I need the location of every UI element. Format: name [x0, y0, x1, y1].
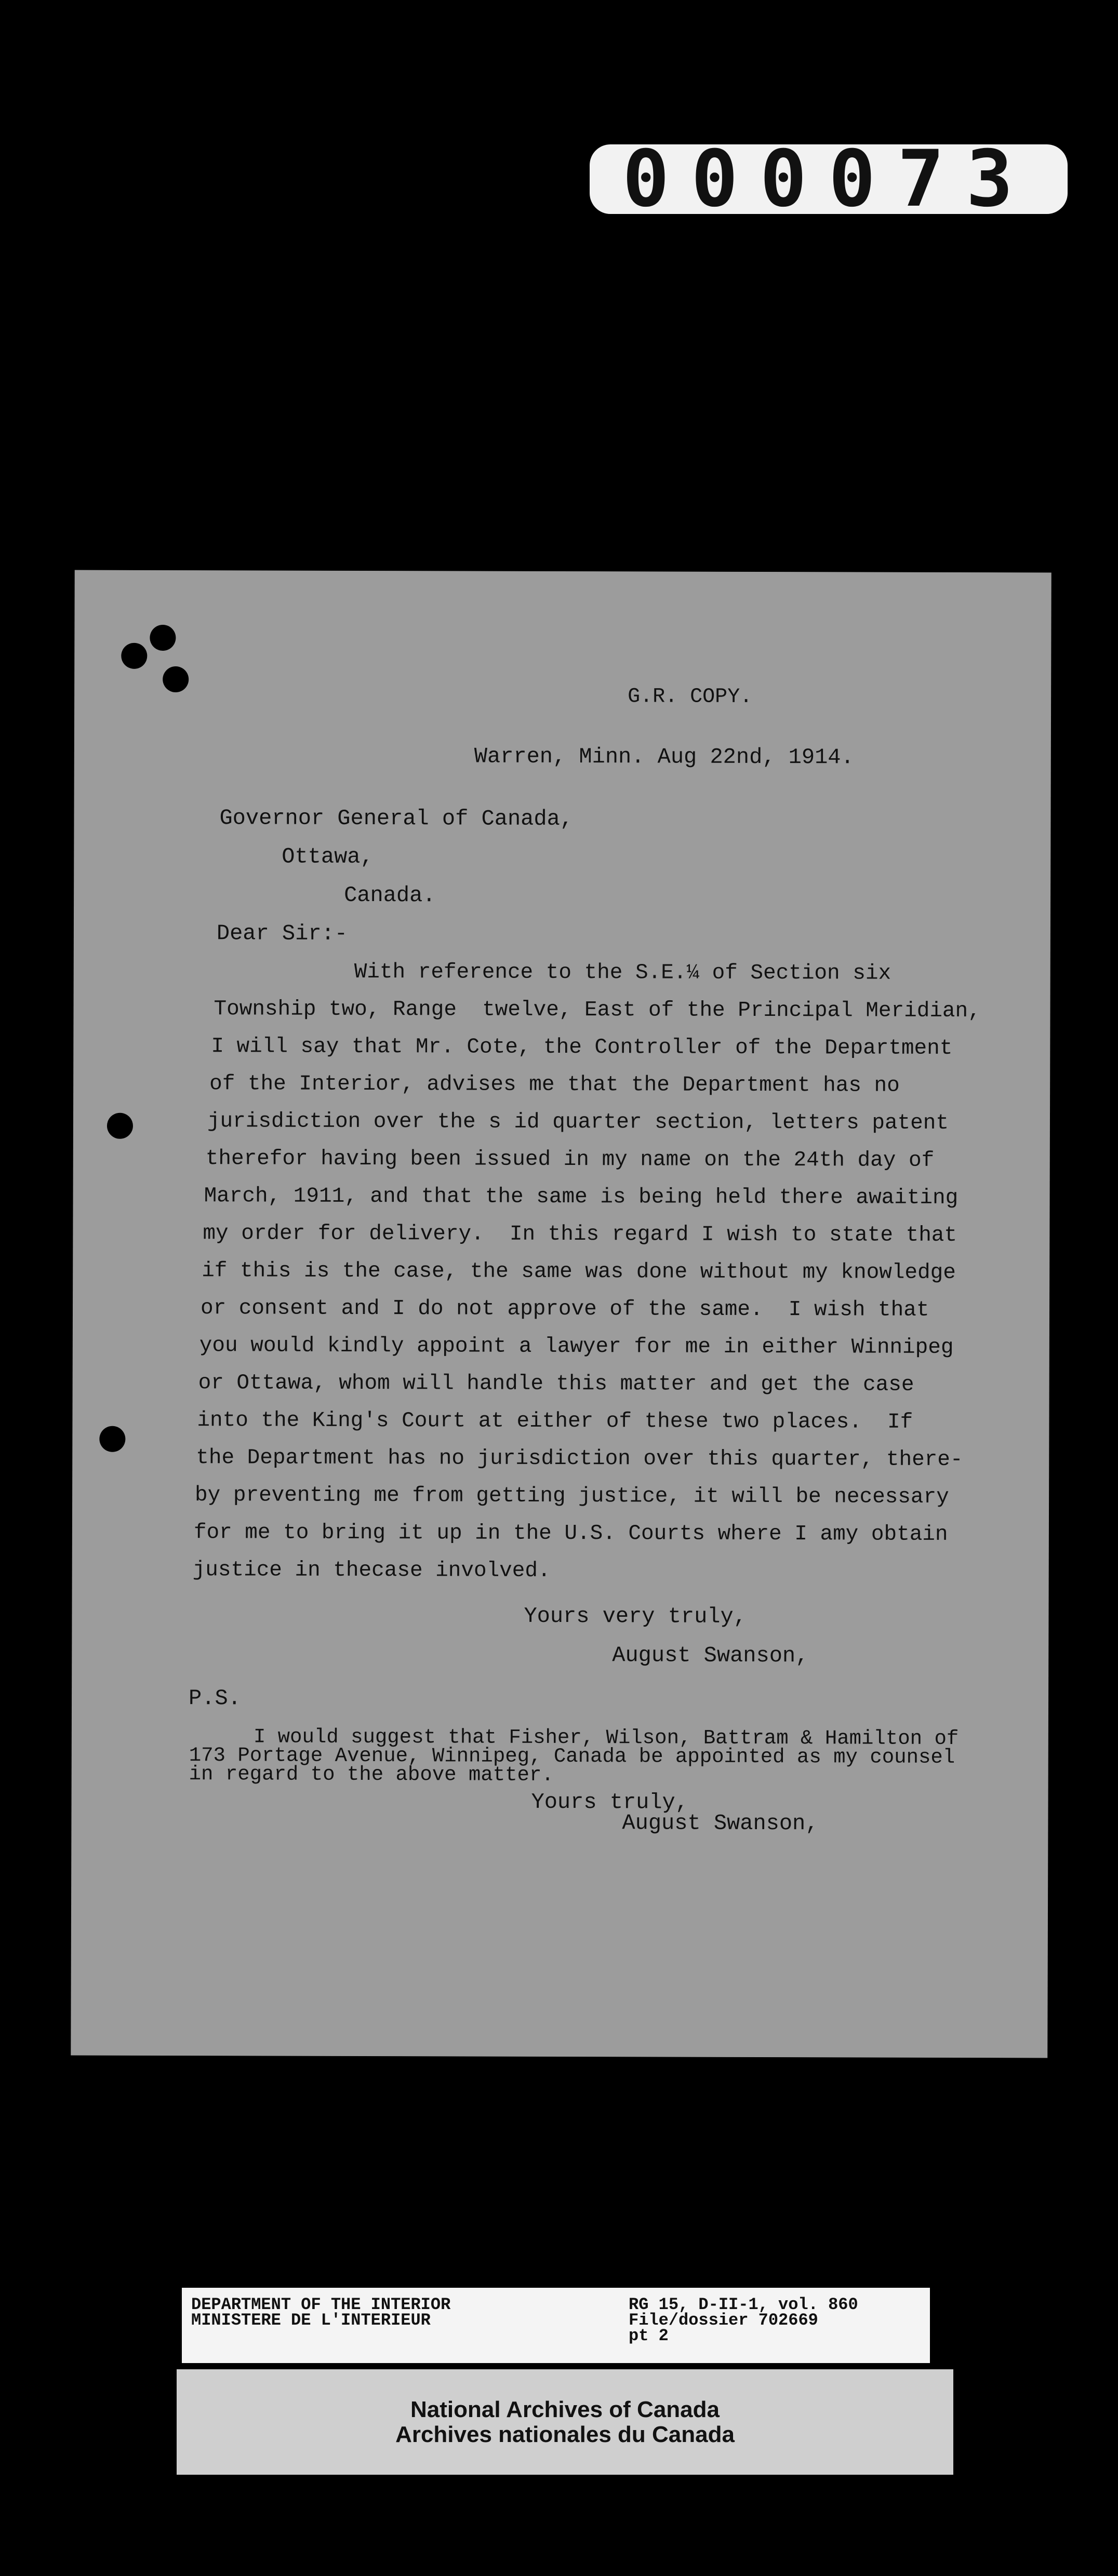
body-line: by preventing me from getting justice, it will be necessary: [195, 1483, 949, 1509]
closing: Yours very truly,: [524, 1603, 747, 1629]
body-line: you would kindly appoint a lawyer for me in either Winnipeg: [199, 1334, 954, 1360]
address-line: Governor General of Canada,: [219, 806, 574, 832]
body-line: jurisdiction over the s id quarter section, letters patent: [207, 1109, 949, 1135]
body-line: justice in thecase involved.: [192, 1558, 551, 1583]
frame-number-label: 000073: [590, 144, 1068, 214]
department-fr: MINISTERE DE L'INTERIEUR: [191, 2311, 431, 2330]
punch-hole: [163, 666, 189, 692]
ref-line-2: File/dossier 702669: [629, 2311, 818, 2330]
ref-line-3: pt 2: [629, 2326, 669, 2345]
archive-name-fr: Archives nationales du Canada: [395, 2421, 735, 2447]
body-line: I will say that Mr. Cote, the Controller of the Department: [211, 1035, 953, 1061]
body-line: or consent and I do not approve of the same. I wish that: [200, 1296, 929, 1322]
body-line: With reference to the S.E.¼ of Section six: [354, 960, 891, 986]
letter-sheet: [71, 570, 1051, 2058]
punch-hole: [150, 625, 176, 651]
body-line: the Department has no jurisdiction over this quarter, there-: [196, 1446, 963, 1472]
salutation: Dear Sir:-: [216, 921, 348, 946]
copy-label: G.R. COPY.: [628, 685, 753, 709]
archive-name-en: National Archives of Canada: [410, 2396, 720, 2422]
file-reference: [629, 2297, 858, 2344]
body-line: or Ottawa, whom will handle this matter and get the case: [198, 1371, 914, 1397]
body-line: if this is the case, the same was done without my knowledge: [202, 1259, 956, 1285]
ps-line: in regard to the above matter.: [189, 1763, 554, 1787]
ps-label: P.S.: [188, 1686, 241, 1711]
address-line: Ottawa,: [282, 844, 374, 870]
body-line: therefor having been issued in my name on the 24th day of: [205, 1147, 935, 1173]
body-line: into the King's Court at either of these two places. If: [197, 1408, 913, 1434]
body-line: for me to bring it up in the U.S. Courts where I amy obtain: [193, 1521, 948, 1547]
body-line: my order for delivery. In this regard I wish to state that: [203, 1222, 957, 1247]
ps-line: 173 Portage Avenue, Winnipeg, Canada be appointed as my counsel: [189, 1744, 955, 1769]
department-label: [191, 2297, 450, 2328]
archive-label: [177, 2369, 953, 2475]
dateline: Warren, Minn. Aug 22nd, 1914.: [474, 744, 854, 770]
reference-label: [182, 2288, 930, 2363]
punch-hole: [107, 1113, 133, 1139]
body-line: of the Interior, advises me that the Department has no: [209, 1072, 900, 1098]
ref-line-1: RG 15, D-II-1, vol. 860: [629, 2295, 858, 2314]
punch-hole: [99, 1426, 125, 1452]
ps-closing: Yours truly,: [531, 1789, 689, 1815]
punch-hole: [121, 643, 147, 669]
ps-line: I would suggest that Fisher, Wilson, Battram & Hamilton of: [253, 1725, 959, 1751]
address-line: Canada.: [344, 882, 436, 908]
body-line: Township two, Range twelve, East of the Principal Meridian,: [214, 997, 981, 1024]
body-line: March, 1911, and that the same is being held there awaiting: [204, 1184, 959, 1210]
ps-signature: August Swanson,: [622, 1810, 819, 1836]
department-en: DEPARTMENT OF THE INTERIOR: [191, 2295, 451, 2314]
signature: August Swanson,: [612, 1643, 809, 1669]
